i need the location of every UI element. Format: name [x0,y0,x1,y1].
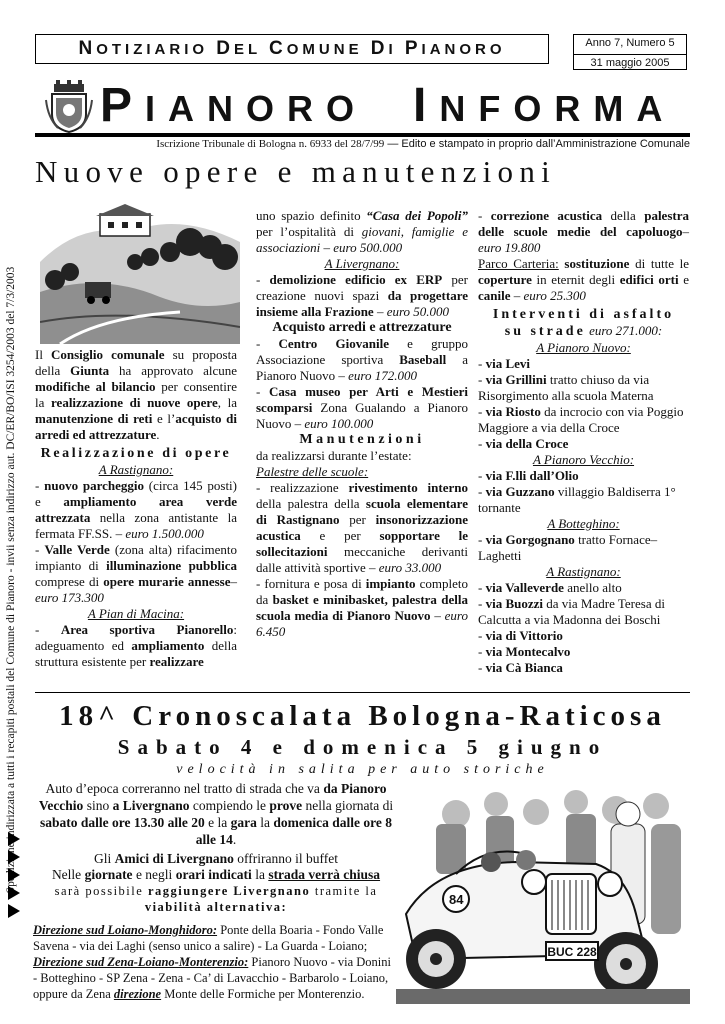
text-run: nella zona antistante la fermata FF.SS. – [35,510,237,541]
issue-date: 31 maggio 2005 [574,54,686,69]
arrow-icon [8,886,20,900]
text-run: – [230,574,238,589]
event-title: 18^ Cronoscalata Bologna-Raticosa [59,700,666,732]
title-rest: EL [233,41,261,58]
text-run: Direzione sud Loiano-Monghidoro: [33,923,218,937]
text-run: uno spazio definito [256,208,367,223]
registration-text: Iscrizione Tribunale di Bologna n. 6933 del 28/7/99 [156,138,385,150]
text-run: Auto d’epoca correranno nel tratto di strada che va [45,781,324,796]
road-item [478,372,689,404]
text-run: sarà possibile [54,884,148,898]
text-run: - [478,468,486,483]
text-run: - [478,660,486,675]
school-gyms-heading: Palestre delle scuole: [256,464,369,479]
item-sports-area [35,622,237,670]
text-run: meccaniche derivanti dalle attività sportive – [256,544,468,575]
location-pianoro-vecchio: A Pianoro Vecchio: [532,452,635,467]
title-initial: I [413,79,440,132]
publisher-text: — Edito e stampato in proprio dall’Amministrazione Comunale [384,138,690,150]
location-pian-di-macina: A Pian di Macina: [87,606,185,621]
road-item [478,580,689,596]
text-run: rivestimento interno [348,480,468,495]
text-run: palestra delle scuole medie del capoluogo [478,208,689,239]
text-run: Monte delle Formiche per Monterenzio. [161,987,365,1001]
text-run: coperture [478,272,532,287]
text-run: acquisto di arredi ed attrezzature [35,411,238,442]
text-run: euro 50.000 [386,304,450,319]
issue-number: Anno 7, Numero 5 [585,37,675,49]
text-run: Giunta [70,363,110,378]
article-column-1 [35,347,237,670]
text-run: sabato dalle ore 13.30 alle 20 [40,815,205,830]
item-youth-center [256,336,468,384]
text-run: via Montecalvo [485,644,571,659]
text-run: da progettare insieme alla Frazione [256,288,468,319]
item-basket [256,576,468,640]
text-run: (zona alta) rifacimento impianto di [35,542,237,573]
location-livergnano: A Livergnano: [324,256,400,271]
text-run: - [478,628,486,643]
text-run: Baseball [399,352,447,367]
section-divider [35,692,690,693]
asphalt-price: euro 271.000: [589,323,663,338]
construction-site-illustration [40,202,240,344]
text-run: Valle Verde [44,542,110,557]
text-run: “Casa dei Popoli” [366,208,468,223]
postal-note-text: Spedizione indirizzata a tutti i recapiti postali del Comune di Pianoro - invii senza indirizzo aut. DC/ER/BO/ISI 3254/2003 del 7/3/2003 [5,266,17,894]
text-run: scuola elementare di Rastignano [256,496,468,527]
text-run: tratto chiuso da via Risorgimento alla scuola Materna [478,372,654,403]
article-column-3 [478,208,689,676]
title-rest: OTIZIARIO [96,41,209,58]
text-run: , la [217,395,237,410]
text-run: completo da [256,576,468,607]
text-run: - [478,372,486,387]
text-run: - [478,580,486,595]
text-run: la [251,867,269,882]
text-run: Ponte della Boaria - Fondo Valle Savena - via dei Laghi (senso unico a salire) - La Guarda - Loiano; [33,923,384,953]
text-run: Centro Giovanile [278,336,389,351]
text-run: comprese di [35,574,104,589]
road-item [478,468,689,484]
text-run: della struttura esistente per [35,638,238,669]
arrow-icon [8,868,20,882]
text-run: Consiglio comunale [51,347,165,362]
text-run: e la [204,815,231,830]
registration-line [35,138,690,150]
title-rest: IANORO [145,88,368,129]
text-run: e gruppo Associazione sportiva [256,336,468,367]
text-run: orari indicati [175,867,252,882]
text-run: demolizione edificio ex ERP [269,272,443,287]
title-initial: P [404,38,422,59]
title-initial: N [78,38,97,59]
text-run: sino [83,798,113,813]
text-run: prove [269,798,303,813]
road-item [478,484,689,516]
item-parking [35,478,237,542]
newspaper-brand [100,80,690,132]
section-title-maintenance: Manutenzioni [299,432,425,447]
text-run: insonorizzazione acustica [256,512,468,543]
text-run: su proposta della [35,347,237,378]
text-run: via Levi [485,356,531,371]
text-run: in eternit degli [531,272,620,287]
text-run: e l’ [152,411,176,426]
section-title-works: Realizzazione di opere [40,446,232,461]
text-run: viabilità alternativa: [144,900,288,914]
text-run: euro 172.000 [348,368,417,383]
text-run: direzione [113,987,162,1001]
text-run: e negli [132,867,176,882]
road-item [478,660,689,676]
text-run: euro 19.800 [478,240,541,255]
text-run: strada verrà chiusa [268,867,381,882]
text-run: per creazione nuovi spazi [256,272,468,303]
item-parco-carteria [478,256,689,304]
section-title-asphalt-line2 [478,323,689,340]
text-run: manutenzione di reti [35,411,153,426]
text-run: - [478,596,486,611]
text-run: Area sportiva Pianorello [60,622,234,637]
continuation-paragraph [256,208,468,256]
arrow-icon [8,832,20,846]
text-run: per [339,512,376,527]
item-lighting [35,542,237,606]
item-acoustics [478,208,689,256]
text-run: della [602,208,645,223]
text-run: - [35,542,45,557]
text-run: via Buozzi [485,596,544,611]
text-run: e per [300,528,380,543]
text-run: ha approvato alcune [109,363,237,378]
text-run: – [510,288,524,303]
text-run: e [678,272,689,287]
text-run: raggiungere Livergnano [147,884,311,898]
text-run: - [35,478,45,493]
text-run: villaggio Baldiserra 1° tornante [478,484,676,515]
event-paragraph-buffet [30,850,402,867]
license-plate: BUC 228 [547,945,597,959]
text-run: la [256,815,274,830]
title-initial: P [100,79,146,132]
arrow-icon [8,850,20,864]
item-museum [256,384,468,432]
text-run: - [478,356,486,371]
text-run: gara [230,815,257,830]
road-item [478,596,689,628]
text-run: Amici di Livergnano [114,851,234,866]
location-rastignano: A Rastignano: [98,462,174,477]
arrow-markers [8,832,22,922]
text-run: giovani, famiglie e associazioni – euro 500.000 [256,224,468,255]
text-run: compiendo le [189,798,270,813]
item-demolition [256,272,468,320]
article-column-2 [256,208,468,640]
intro-paragraph [35,347,237,443]
text-run: Direzione sud Zena-Loiano-Monterenzio: [33,955,249,969]
roads-list-pianoro-nuovo [478,356,689,452]
roads-list-pianoro-vecchio [478,468,689,516]
text-run: tratto Fornace–Laghetti [478,532,658,563]
text-run: per consentire la [35,379,237,410]
road-item [478,436,689,452]
text-run: . [156,427,160,442]
maintenance-intro: da realizzarsi durante l’estate: [256,448,412,463]
text-run: Parco Carteria: [478,256,559,271]
issue-box [573,34,687,70]
arrow-icon [8,904,20,918]
title-rest: I [388,41,397,58]
text-run: - [478,208,491,223]
location-pianoro-nuovo: A Pianoro Nuovo: [536,340,631,355]
text-run: euro 173.300 [35,590,104,605]
text-run: domenica dalle ore 8 alle 14 [195,815,392,847]
text-run: euro 100.000 [304,416,374,431]
text-run: - [478,532,486,547]
title-initial: D [216,38,234,59]
text-run: per l’ospitalità di [256,224,362,239]
title-rest: NFORMA [439,88,676,129]
road-item [478,532,689,564]
main-headline: Nuove opere e manutenzioni [35,154,557,189]
road-item [478,628,689,644]
text-run: Casa museo per Arti e Mestieri scomparsi [256,384,468,415]
text-run: realizzazione di nuove opere [51,395,218,410]
text-run: canile [478,288,511,303]
text-run: - [256,336,279,351]
car-number: 84 [449,892,464,907]
text-run: via Riosto [485,404,541,419]
event-paragraph-directions [33,922,393,1002]
text-run: – [430,608,445,623]
road-item [478,404,689,436]
section-title-asphalt: Interventi di asfalto [492,307,675,322]
text-run: Il [35,347,51,362]
event-subtitle: velocità in salita per auto storiche [176,762,549,777]
text-run: opere murarie annesse [103,574,231,589]
event-paragraph-schedule [30,780,402,848]
municipal-crest-icon [44,78,94,134]
text-run: - [256,272,270,287]
item-gym-coating [256,480,468,576]
text-run: illuminazione pubblica [106,558,237,573]
text-run: - [478,484,486,499]
event-paragraph-alternative [30,883,402,915]
vintage-race-car-photo [396,784,690,1004]
text-run: via Cà Bianca [485,660,563,675]
text-run: - [478,436,486,451]
text-run: via Gorgognano [485,532,575,547]
text-run: - [35,622,61,637]
text-run: via della Croce [485,436,569,451]
text-run: - realizzazione [256,480,349,495]
text-run: sopportare le sollecitazioni [256,528,469,559]
text-run: basket e minibasket, palestra della scuola media di Pianoro Nuovo [256,592,468,623]
text-run: da incrocio con via Poggio Maggiore a via della Croce [478,404,684,435]
text-run: ampliamento [131,638,205,653]
text-run: della palestra della [256,496,366,511]
text-run: impianto [365,576,416,591]
text-run: via F.lli dall’Olio [485,468,579,483]
text-run: sostituzione [564,256,630,271]
text-run: – [373,304,387,319]
location-rastignano-roads: A Rastignano: [546,564,621,579]
text-run: edifici orti [619,272,679,287]
masthead-rule [35,133,690,137]
text-run: euro 1.500.000 [125,526,204,541]
text-run: a Livergnano [112,798,190,813]
title-rest: IANORO [421,41,506,58]
event-paragraph-closure [30,866,402,883]
text-run: di tutte le [629,256,690,271]
text-run: euro 33.000 [378,560,442,575]
text-run: giornate [84,867,133,882]
text-run: nuovo parcheggio [44,478,144,493]
text-run: - [478,644,486,659]
road-item [478,356,689,372]
text-run: nella giornata di [302,798,394,813]
title-rest: OMUNE [286,41,363,58]
text-run: Pianoro Nuovo - via Donini - Botteghino - SP Zena - Zena - Ca’ di Lavacchio - Barbarolo - Loiano, oppure da Zena [33,955,391,1001]
text-run: euro 6.450 [256,608,469,639]
text-run: correzione acustica [490,208,603,223]
text-run: . [232,832,237,847]
text-run: da via Madre Teresa di Calcutta a via Madonna dei Boschi [478,596,665,627]
title-initial: C [269,38,287,59]
text-run: - fornitura e posa di [256,576,366,591]
text-run: - [256,384,269,399]
text-run: a Pianoro Nuovo – [256,352,468,383]
text-run: tramite la [310,884,378,898]
roads-list-botteghino [478,532,689,564]
text-run: via Grillini [485,372,547,387]
newsletter-title [35,34,549,64]
section-title-furniture: Acquisto arredi e attrezzature [272,320,452,335]
text-run: Gli [93,851,115,866]
text-run: realizzare [149,654,204,669]
text-run: via di Vittorio [485,628,563,643]
text-run: da Pianoro Vecchio [38,781,387,813]
text-run: Zona Gualando a Pianoro Nuovo – [256,400,468,431]
event-dates: Sabato 4 e domenica 5 giugno [117,735,608,759]
text-run: : adeguamento ed [35,622,237,653]
text-run: - [478,404,486,419]
asphalt-roads-label: su strade [504,324,586,339]
text-run: via Guzzano [485,484,555,499]
text-run: ampliamento area verde attrezzata [35,494,237,525]
text-run: euro 25.300 [523,288,586,303]
text-run: (circa 145 posti) e [35,478,237,509]
roads-list-rastignano [478,580,689,676]
road-item [478,644,689,660]
text-run: via Valleverde [485,580,564,595]
text-run: anello alto [563,580,622,595]
location-botteghino: A Botteghino: [547,516,620,531]
title-initial: D [370,38,389,59]
text-run: offriranno il buffet [233,851,338,866]
text-run: Nelle [51,867,85,882]
text-run: modifiche al bilancio [35,379,156,394]
text-run: – [682,224,689,239]
